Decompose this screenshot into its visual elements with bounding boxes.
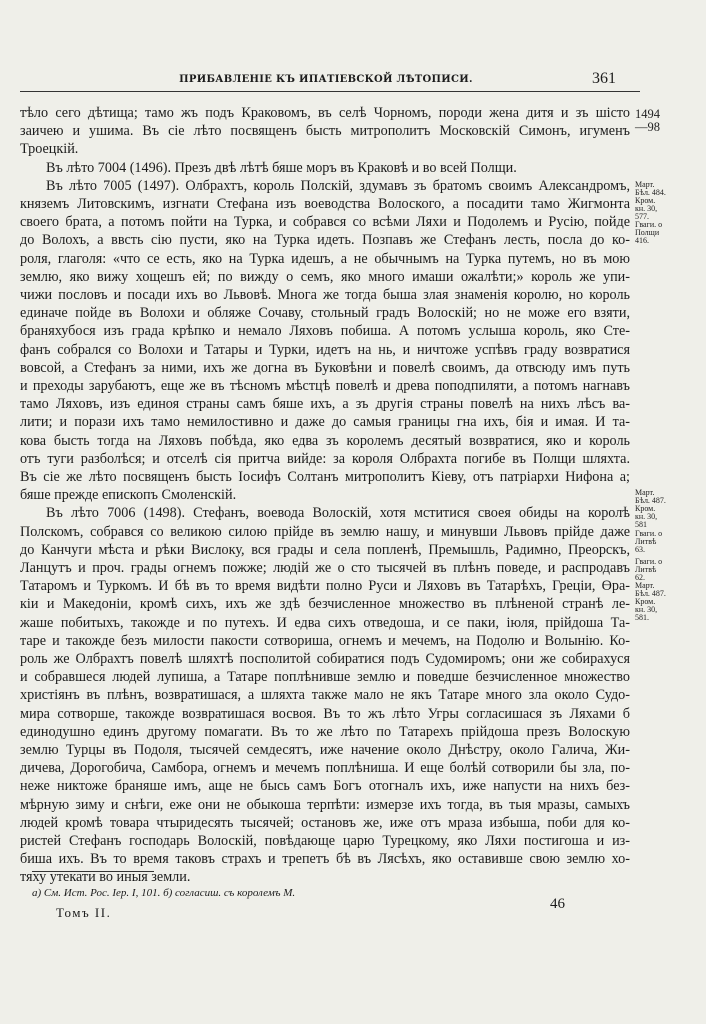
- text-line: княземъ Литовскимъ, изгнати Стефана изъ воеводства Волоского, а посадити тамо Жигмонта: [20, 196, 630, 212]
- margin-note: Литвѣ: [635, 537, 657, 546]
- footnote-rule: [32, 871, 154, 872]
- margin-note: Кром.: [635, 504, 656, 513]
- margin-note: кн. 30,: [635, 204, 658, 213]
- margin-note: Литвѣ: [635, 565, 657, 574]
- text-line: и собравшеся людей лупиша, а Татаре поплѣнивше землю и поведше безчисленное множество: [20, 669, 630, 686]
- text-line: неже никтоже браняше имъ, аще не бысь самъ Богъ отогналъ ихъ, иже напусти на нихъ без-: [20, 778, 630, 795]
- text-line: Полскомъ, собрався со великою силою прійде въ землю нашу, и минувши Львовъ прійде даже: [20, 523, 630, 540]
- margin-note: —98: [635, 120, 660, 134]
- margin-note: Бѣл. 487.: [635, 589, 666, 598]
- text-line: Татаромъ и Туркомъ. И бѣ въ то время видѣти полно Руси и Ляховъ въ Татарѣхъ, Греціи, Өра-: [20, 578, 630, 595]
- margin-note: Кром.: [635, 597, 656, 606]
- text-line: кова бысть тогда на Ляховъ побѣда, яко едва зъ королемъ десятый возвратися, яко и король: [20, 432, 630, 449]
- text-line: бяше прежде епископъ Смоленскій.: [20, 487, 237, 504]
- text-line: и преходы зарубаютъ, еще же въ тѣсномъ мѣстцѣ повелѣ и древа поподпиляти, а потомъ нагнавъ: [20, 378, 630, 394]
- running-header: ПРИБАВЛЕНІЕ КЪ ИПАТІЕВСКОЙ ЛѢТОПИСИ.: [179, 74, 473, 85]
- text-line: единаче пойде въ Волохи и обляже Сочаву, стольный градъ Волоскій; но не може его взяти,: [20, 305, 630, 322]
- margin-note: 62.: [635, 573, 645, 582]
- margin-note: Гваги. о: [635, 220, 663, 229]
- margin-note: кн. 30,: [635, 605, 658, 614]
- footnote: а) См. Ист. Рос. Іер. I, 101. б) согласиш. съ королемъ М.: [32, 887, 296, 899]
- text-line: тамо Ляховъ, изъ единоя страны самъ бяше ихъ, а зъ другія страны повелѣ на нихъ лѣсъ ва-: [20, 396, 630, 413]
- text-line: мѣрную зиму и снѣги, еже они не обыкоша терпѣти: измерзе ихъ тогда, въ тыя мразы, самыхъ: [20, 796, 630, 813]
- text-line: тѣло сего дѣтища; тамо жъ подъ Краковомъ, въ селѣ Чорномъ, породи жена дитя и зъ шісто: [20, 105, 630, 121]
- text-line: биша ихъ. Въ то время таковъ страхъ и трепетъ бѣ въ Лясѣхъ, яко оставивше свою землю хо-: [20, 851, 630, 868]
- text-line: тяху утекати во иныя земли.: [20, 869, 191, 886]
- text-line: до Волохъ, а ввсть сію пусти, яко на Турка идеть. Позпавъ же Стефанъ лесть, посла до ко-: [20, 232, 630, 249]
- margin-note: 577.: [635, 212, 649, 221]
- margin-note: 1494: [635, 107, 660, 121]
- text-line: фанъ собрался со Волохи и Татары и Турки, идетъ на нь, и ничтоже успѣвъ граду возвратися: [20, 341, 630, 358]
- text-line: заичею и ушима. Въ сіе лѣто посвященъ бысть митрополитъ Московскій Симонъ, игуменъ: [20, 123, 630, 140]
- text-line: землю, яко вижу хощешъ ей; по вижду о семъ, яко много имаши ожалѣти;» король же упи-: [20, 268, 630, 285]
- text-line: Ланцутъ и проч. грады огнемъ пожже; людій же о сто тысячей въ плѣнъ поведе, и распродавъ: [20, 560, 630, 576]
- text-line: единодушно единъ другому помагати. Въ то же лѣто по Татарехъ прійдоша презъ Волоскую: [20, 723, 630, 740]
- text-line: Въ сіе же лѣто посвященъ бысть Іосифъ Солтанъ митрополитъ Кіеву, отъ патріархи Нифона а;: [20, 469, 630, 485]
- text-line: дичева, Дорогобича, Самбора, огнемъ и мечемъ поплѣниша. И еще болѣй сотворили бы зла, по-: [20, 760, 630, 777]
- text-line: браняхубося изъ града крѣпко и немало Ляховъ побиша. А потомъ услыша король, яко Сте-: [20, 323, 630, 340]
- margin-note: Март.: [635, 488, 655, 497]
- text-line: отъ туги разболѣся; и отселѣ сія притча вийде: за короля Олбрахта погибе въ Полщи шляхта.: [20, 450, 630, 467]
- text-line: людей кромѣ товара чтыридесять тысячей; остановъ же, иже отъ мраза избыша, поби для ко-: [20, 814, 630, 831]
- margin-note: Март.: [635, 581, 655, 590]
- text-line: Въ лѣто 7005 (1497). Олбрахтъ, король Полскій, здумавъ зъ братомъ своимъ Александромъ,: [46, 177, 630, 194]
- text-line: землю Турцы въ Подоля, тысячей семдесятъ, иже начение около Днѣстру, около Галича, Жи-: [20, 742, 630, 758]
- text-line: чижи пословъ и посади ихъ во Львовѣ. Многа же тогда быша злая знаменія королю, но король: [20, 287, 630, 303]
- margin-note: 63.: [635, 545, 645, 554]
- margin-note: Полщи: [635, 228, 660, 237]
- margin-note: Бѣл. 484.: [635, 188, 666, 197]
- text-line: до Канчуги мѣста и рѣки Вислоку, вся грады и села попленѣ, Премышль, Радимно, Преорскъ,: [20, 541, 630, 558]
- text-line: Въ лѣто 7006 (1498). Стефанъ, воевода Волоскій, хотя мститися своея обиды на королѣ: [46, 505, 630, 522]
- page-number: 361: [592, 70, 616, 87]
- text-line: таре и такожде безъ милости пакости сотвориша, огнемъ и мечемъ, на Подолю и Волынію. Ко-: [20, 632, 630, 649]
- margin-note: 581: [635, 520, 647, 529]
- margin-note: Март.: [635, 180, 655, 189]
- text-line: жаше побитыхъ, такожде и по путехъ. И едва сихъ отведоша, и се паки, іюля, прійдоша Та-: [20, 614, 630, 631]
- text-line: христіянъ въ плѣнъ, возвратишася, а шляхта также мало не якъ Татаре много зла около Судо-: [20, 687, 630, 704]
- text-line: лити; и порази ихъ тамо немилостивно и даже до самыя границы гна ихъ, бія и имая. И та-: [20, 414, 630, 431]
- signature-mark: 46: [550, 896, 565, 912]
- text-line: своего брата, а потомъ пойти на Турка, и собрався со всѣми Ляхи и Подолемъ и Русію, пойде: [20, 214, 630, 231]
- text-line: кіи и Македоніи, кромѣ сихъ, ихъ же здѣ безчисленное множество въ плѣненой странѣ ле-: [20, 596, 630, 613]
- margin-note: кн. 30,: [635, 512, 658, 521]
- volume-label: Томъ II.: [56, 905, 112, 920]
- margin-note: 581.: [635, 613, 649, 622]
- margin-note: 416.: [635, 236, 649, 245]
- text-line: вовсой, а Стефанъ за ними, ихъ же догна въ Буковѣни и повелѣ своимъ, да отвсюду имъ путь: [20, 359, 630, 376]
- margin-note: Гваги. о: [635, 557, 663, 566]
- margin-note: Гваги. о: [635, 529, 663, 538]
- text-line: роля, глаголя: «что се есть, яко на Турка идешъ, а не обычнымъ на Турка путемъ, но въ мою: [20, 250, 630, 267]
- text-line: Въ лѣто 7004 (1496). Презъ двѣ лѣтѣ бяше моръ въ Краковѣ и во всей Полщи.: [46, 159, 517, 176]
- margin-note: Кром.: [635, 196, 656, 205]
- text-line: Троецкій.: [20, 141, 79, 158]
- text-line: ристей Стефанъ господарь Волоскій, повѣдающе царю Турецкому, яко Ляхи постигоша и из-: [20, 833, 630, 849]
- header-rule: [20, 91, 640, 92]
- text-line: роль же Олбрахтъ повелѣ шляхтѣ посполитой собиратися подъ Судомиромъ; они же собирахуся: [20, 651, 630, 667]
- margin-note: Бѣл. 487.: [635, 496, 666, 505]
- text-line: мира сотворше, такожде возвратишася восвоя. Въ то жъ лѣто Угры согласишася зъ Ляхами б: [20, 705, 630, 722]
